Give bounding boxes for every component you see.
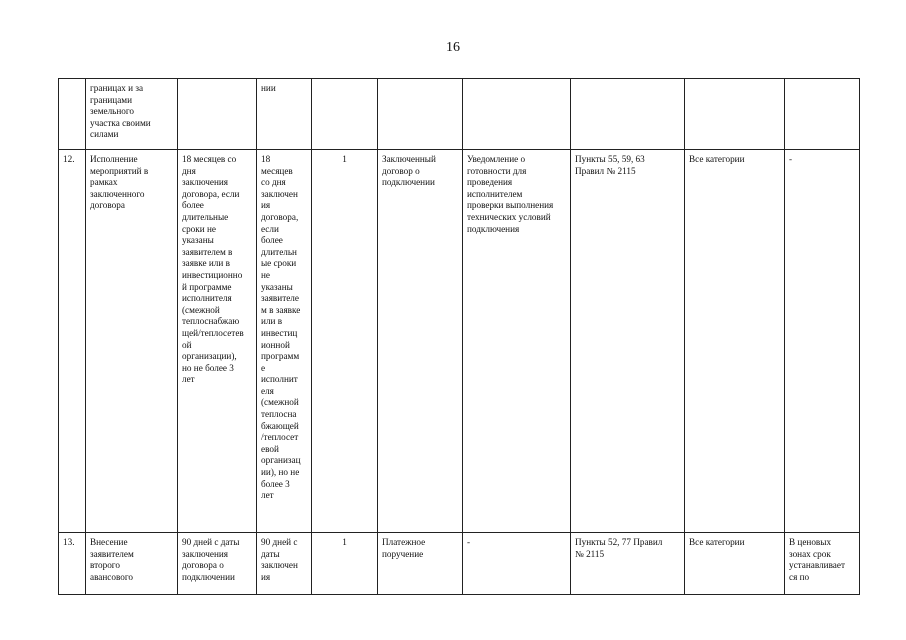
document-cell: [378, 79, 463, 150]
row-number-cell: [59, 79, 86, 150]
action-cell: границах и за границами земельного участка своими силами: [86, 79, 178, 150]
count-cell: 1: [312, 150, 378, 533]
category-cell: Все категории: [685, 533, 785, 595]
count-cell: 1: [312, 533, 378, 595]
term-alt-cell: 18 месяцев со дня заключен ия договора, если более длительн ые сроки не указаны заявителе м в заявке или в инвестиц ионной программ е исполнит еля (смежной теплосна бжающей /теплосет евой организац ии), но не более 3 лет: [257, 150, 312, 533]
term-cell: 90 дней с даты заключения договора о подключении: [178, 533, 257, 595]
category-cell: Все категории: [685, 150, 785, 533]
basis-cell: Пункты 52, 77 Правил № 2115: [571, 533, 685, 595]
row-number-cell: 13.: [59, 533, 86, 595]
document-cell: Платежное поручение: [378, 533, 463, 595]
result-cell: Уведомление о готовности для проведения исполнителем проверки выполнения технических условий подключения: [463, 150, 571, 533]
count-cell: [312, 79, 378, 150]
procedure-table: [58, 78, 860, 595]
result-cell: -: [463, 533, 571, 595]
note-cell: [785, 79, 860, 150]
basis-cell: [571, 79, 685, 150]
row-number-cell: 12.: [59, 150, 86, 533]
term-cell: 18 месяцев со дня заключения договора, если более длительные сроки не указаны заявителем в заявке или в инвестиционно й программе исполнителя (смежной теплоснабжаю щей/теплосетев ой организации), но не более 3 лет: [178, 150, 257, 533]
term-cell: [178, 79, 257, 150]
basis-cell: Пункты 55, 59, 63 Правил № 2115: [571, 150, 685, 533]
note-cell: -: [785, 150, 860, 533]
term-alt-cell: нии: [257, 79, 312, 150]
table-row: [59, 150, 860, 533]
document-cell: Заключенный договор о подключении: [378, 150, 463, 533]
action-cell: Внесение заявителем второго авансового: [86, 533, 178, 595]
page-number: 16: [446, 40, 460, 55]
category-cell: [685, 79, 785, 150]
term-alt-cell: 90 дней с даты заключен ия: [257, 533, 312, 595]
table-row: [59, 533, 860, 595]
result-cell: [463, 79, 571, 150]
note-cell: В ценовых зонах срок устанавливает ся по: [785, 533, 860, 595]
table-row: [59, 79, 860, 150]
action-cell: Исполнение мероприятий в рамках заключенного договора: [86, 150, 178, 533]
